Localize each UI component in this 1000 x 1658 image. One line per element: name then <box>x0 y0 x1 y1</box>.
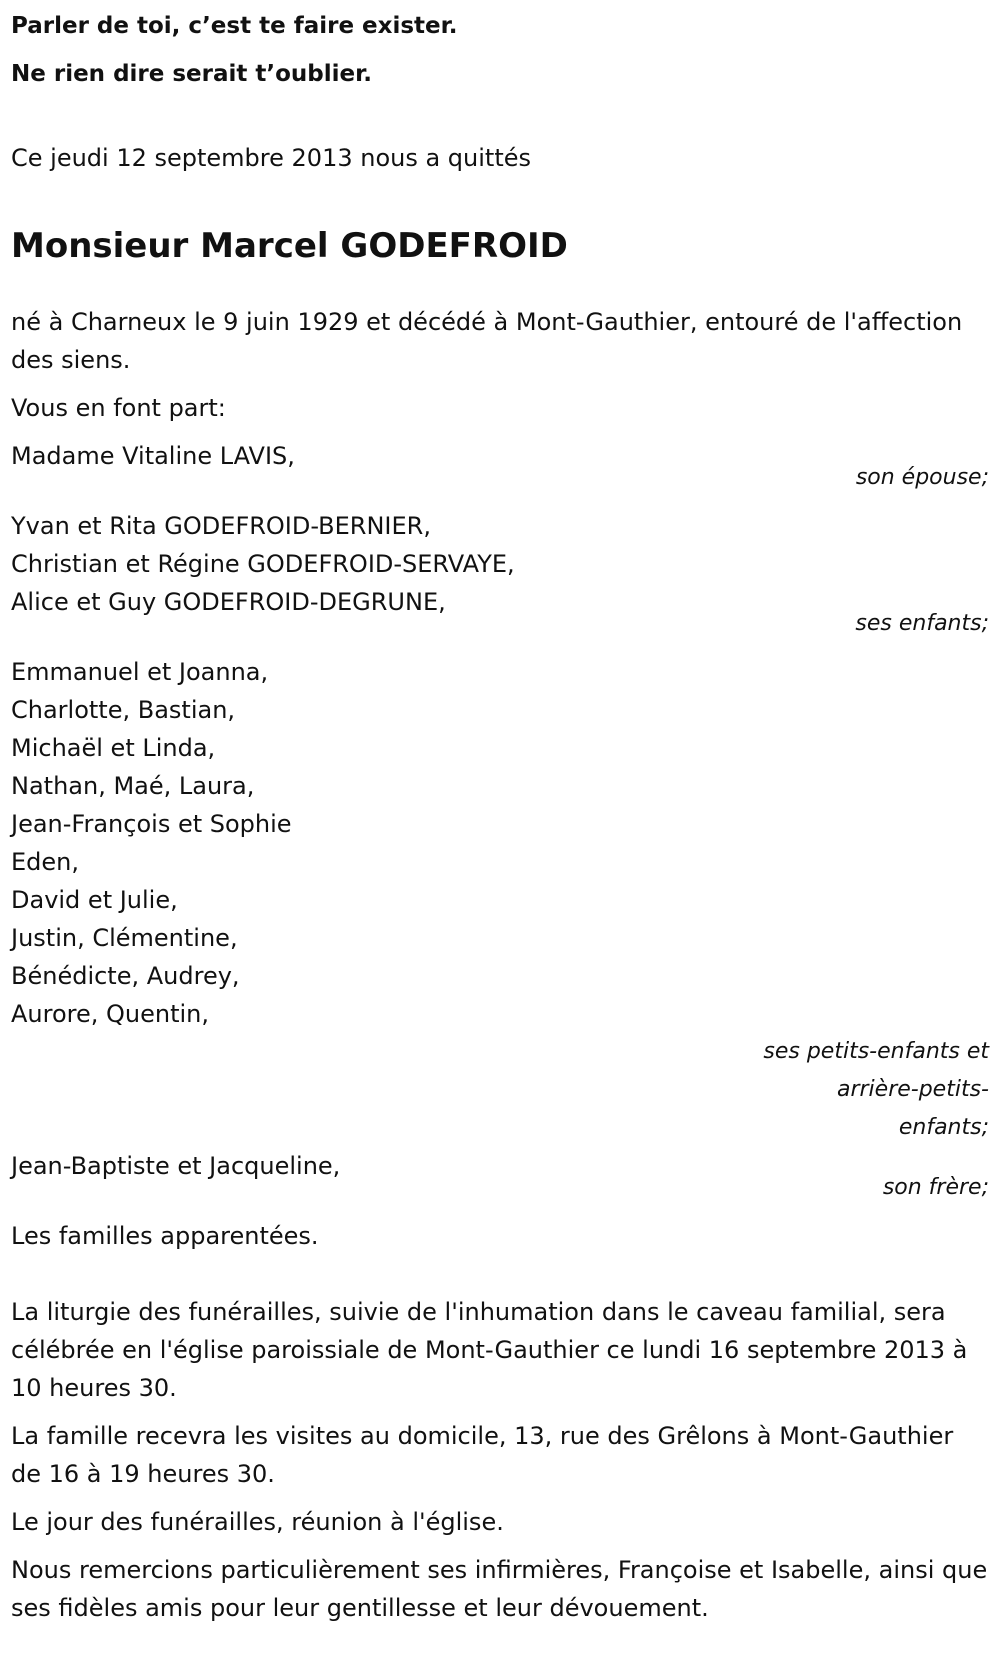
brother-block <box>11 1147 989 1207</box>
birth-death-text: né à Charneux le 9 juin 1929 et décédé à Mont-Gauthier, entouré de l'affection des siens. <box>11 308 963 374</box>
epigraph-line-2: Ne rien dire serait t’oublier. <box>11 61 372 87</box>
related-families: Les familles apparentées. <box>11 1222 319 1250</box>
list-item: Bénédicte, Audrey, <box>11 962 240 990</box>
grandchildren-block <box>11 653 989 1147</box>
funeral-meeting: Le jour des funérailles, réunion à l'église. <box>11 1508 504 1536</box>
list-item: Yvan et Rita GODEFROID-BERNIER, <box>11 512 431 540</box>
list-item: Christian et Régine GODEFROID-SERVAYE, <box>11 550 515 578</box>
children-relation: ses enfants; <box>855 611 989 636</box>
grandchildren-relation: ses petits-enfants et arrière-petits-enfants; <box>763 1039 989 1140</box>
list-item: Nathan, Maé, Laura, <box>11 772 255 800</box>
funeral-liturgy: La liturgie des funérailles, suivie de l'inhumation dans le caveau familial, sera célébrée en l'église paroissiale de Mont-Gauthier ce lundi 16 septembre 2013 à 10 heures 30. <box>11 1298 968 1402</box>
list-item: Justin, Clémentine, <box>11 924 238 952</box>
announce-label: Vous en font part: <box>11 394 226 422</box>
spouse-relation: son épouse; <box>855 465 989 490</box>
list-item: Charlotte, Bastian, <box>11 696 236 724</box>
list-item: Jean-François et Sophie <box>11 810 292 838</box>
brother-relation: son frère; <box>882 1175 989 1200</box>
obituary-page <box>11 0 989 1627</box>
list-item: Alice et Guy GODEFROID-DEGRUNE, <box>11 588 446 616</box>
funeral-thanks: Nous remercions particulièrement ses infirmières, Françoise et Isabelle, ainsi que ses fidèles amis pour leur gentillesse et leur dévouement. <box>11 1556 988 1622</box>
children-block <box>11 507 989 643</box>
list-item: Aurore, Quentin, <box>11 1000 210 1028</box>
spouse-name: Madame Vitaline LAVIS, <box>11 442 295 470</box>
list-item: Eden, <box>11 848 80 876</box>
list-item: Michaël et Linda, <box>11 734 216 762</box>
list-item: David et Julie, <box>11 886 178 914</box>
brother-name: Jean-Baptiste et Jacqueline, <box>11 1152 341 1180</box>
funeral-visits: La famille recevra les visites au domicile, 13, rue des Grêlons à Mont-Gauthier de 16 à 19 heures 30. <box>11 1422 954 1488</box>
epigraph-line-1: Parler de toi, c’est te faire exister. <box>11 13 458 39</box>
spouse-block <box>11 437 989 497</box>
list-item: Emmanuel et Joanna, <box>11 658 269 686</box>
deceased-name: Monsieur Marcel GODEFROID <box>11 226 568 266</box>
death-intro: Ce jeudi 12 septembre 2013 nous a quittés <box>11 144 532 172</box>
